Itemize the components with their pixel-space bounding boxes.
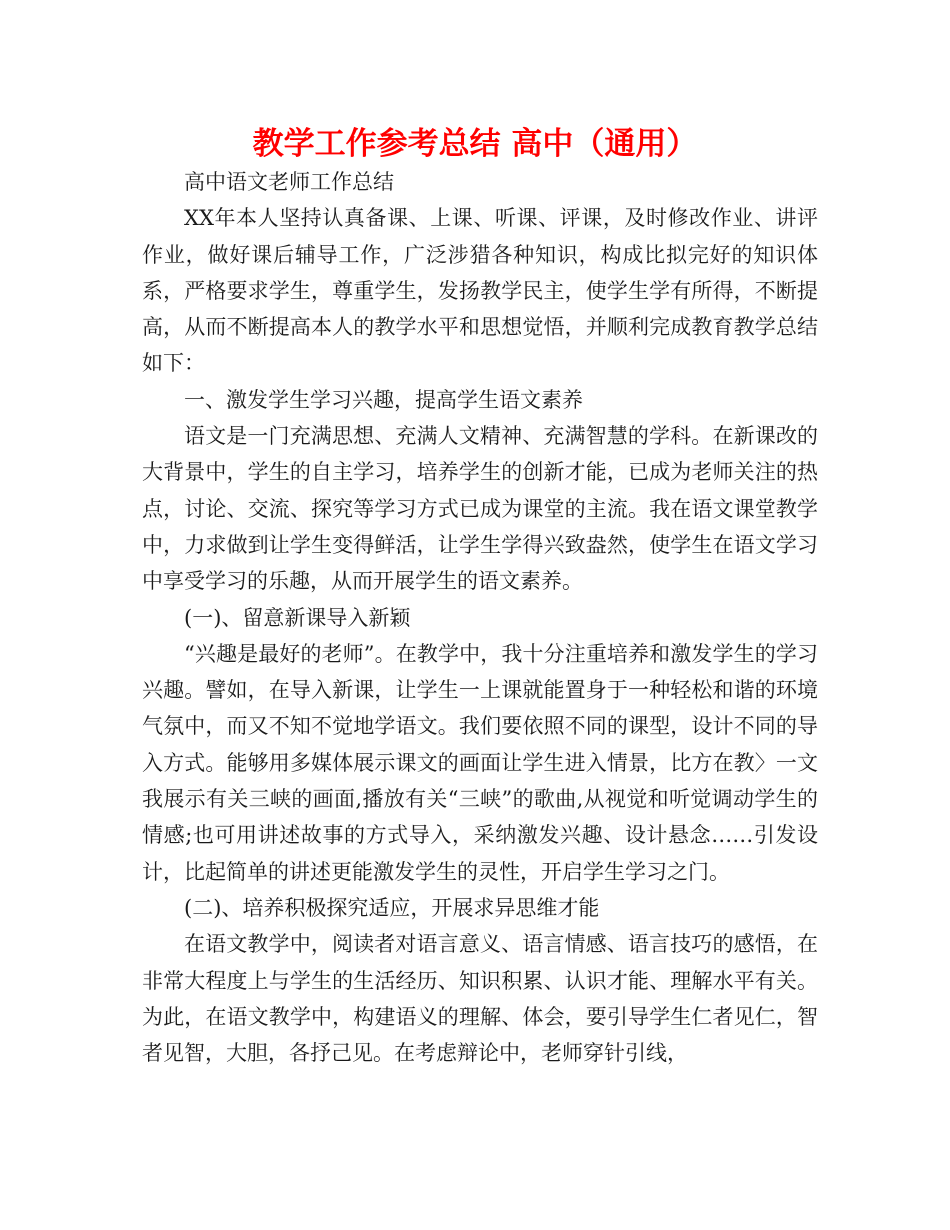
section-heading: 一、激发学生学习兴趣，提高学生语文素养 [184,387,583,412]
subsection-heading: (一)、留意新课导入新颖 [184,605,411,630]
subsection-heading: (二)、培养积极探究适应，开展求异思维才能 [184,895,600,920]
document-body [142,164,818,1071]
paragraph: 语文是一门充满思想、充满人文精神、充满智慧的学科。在新课改的大背景中，学生的自主学习，培养学生的创新才能，已成为老师关注的热点，讨论、交流、探究等学习方式已成为课堂的主流。我在语文课堂教学中，力求做到让学生变得鲜活，让学生学得兴致盎然，使学生在语文学习中享受学习的乐趣，从而开展学生的语文素养。 [142,424,818,594]
document-title: 教学工作参考总结 高中（通用） [252,126,698,162]
paragraph: “兴趣是最好的老师”。在教学中，我十分注重培养和激发学生的学习兴趣。譬如，在导入新课，让学生一上课就能置身于一种轻松和谐的环境气氛中，而又不知不觉地学语文。我们要依照不同的课型，设计不同的导入方式。能够用多媒体展示课文的画面让学生进入情景，比方在教〉一文我展示有关三峡的画面,播放有关“三峡”的歌曲,从视觉和听觉调动学生的情感;也可用讲述故事的方式导入，采纳激发兴趣、设计悬念……引发设计，比起简单的讲述更能激发学生的灵性，开启学生学习之门。 [142,641,818,884]
paragraph: 在语文教学中，阅读者对语言意义、语言情感、语言技巧的感悟，在非常大程度上与学生的生活经历、知识积累、认识才能、理解水平有关。为此，在语文教学中，构建语义的理解、体会，要引导学生仁者见仁，智者见智，大胆，各抒己见。在考虑辩论中，老师穿针引线， [142,932,818,1066]
paragraph-heading: 高中语文老师工作总结 [184,170,394,194]
paragraph: XX年本人坚持认真备课、上课、听课、评课，及时修改作业、讲评作业，做好课后辅导工作，广泛涉猎各种知识，构成比拟完好的知识体系，严格要求学生，尊重学生，发扬教学民主，使学生学有所得，不断提高，从而不断提高本人的教学水平和思想觉悟，并顺利完成教育教学总结如下： [142,206,818,376]
